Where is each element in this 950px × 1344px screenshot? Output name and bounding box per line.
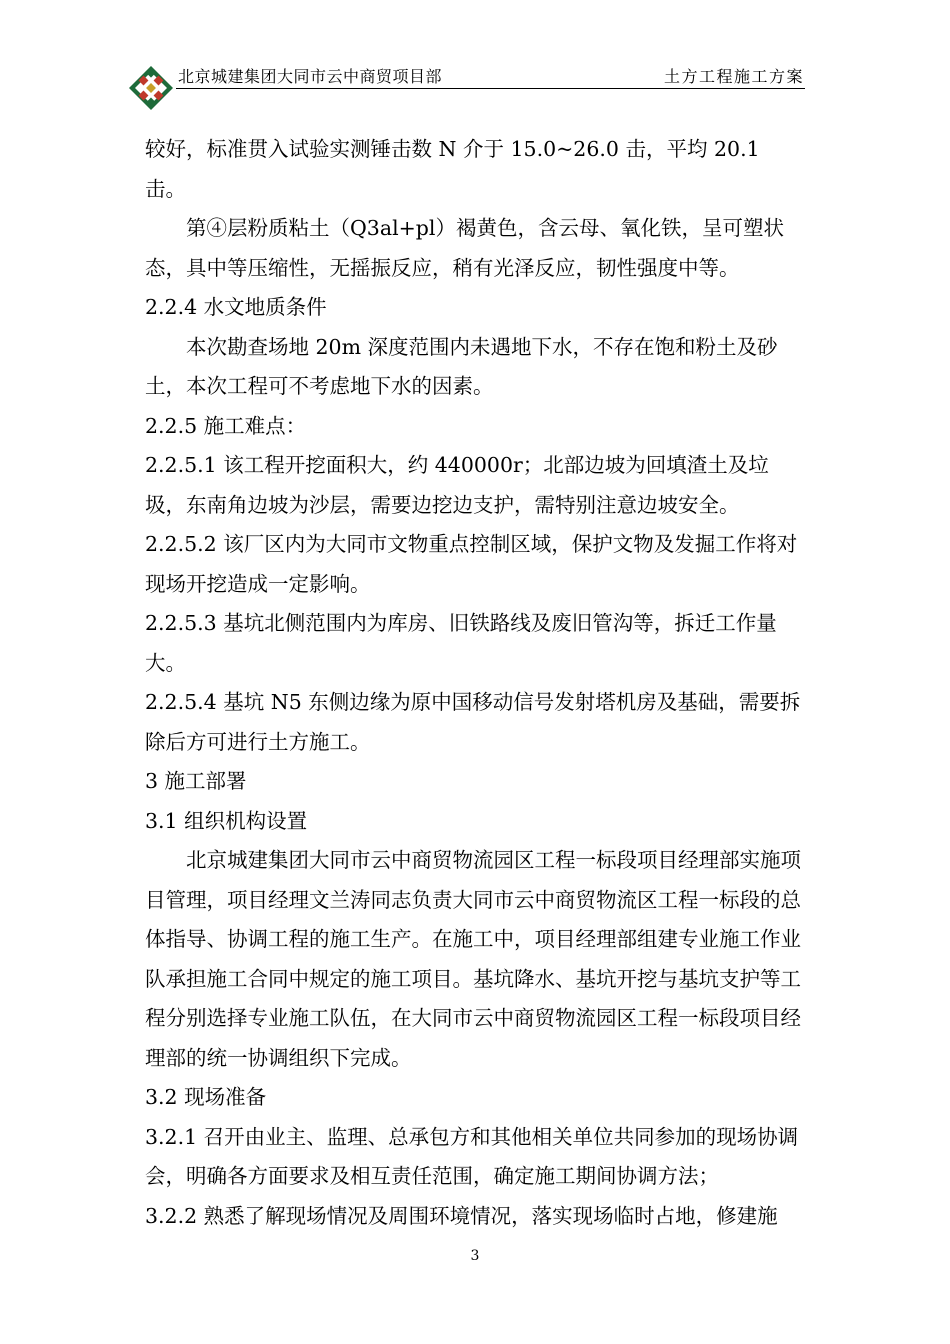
paragraph: 2.2.5.3 基坑北侧范围内为库房、旧铁路线及废旧管沟等，拆迁工作量大。 bbox=[145, 611, 777, 675]
company-diamond-logo-icon bbox=[127, 64, 175, 112]
paragraph: 第④层粉质粘土（Q3al+pl）褐黄色，含云母、氧化铁，呈可塑状态，具中等压缩性，无摇振反应，稍有光泽反应，韧性强度中等。 bbox=[145, 216, 784, 280]
section-heading: 2.2.5 施工难点： bbox=[145, 413, 307, 438]
document-body bbox=[145, 130, 807, 1236]
paragraph: 北京城建集团大同市云中商贸物流园区工程一标段项目经理部实施项目管理，项目经理文兰涛同志负责大同市云中商贸物流区工程一标段的总体指导、协调工程的施工生产。在施工中，项目经理部组建专业施工作业队承担施工合同中规定的施工项目。基坑降水、基坑开挖与基坑支护等工程分别选择专业施工队伍，在大同市云中商贸物流园区工程一标段项目经理部的统一协调组织下完成。 bbox=[145, 848, 801, 1070]
paragraph: 3.2.1 召开由业主、监理、总承包方和其他相关单位共同参加的现场协调会，明确各方面要求及相互责任范围，确定施工期间协调方法； bbox=[145, 1124, 799, 1188]
page-number: 3 bbox=[470, 1248, 480, 1264]
header-document-title: 土方工程施工方案 bbox=[663, 67, 804, 86]
header-company-name: 北京城建集团大同市云中商贸项目部 bbox=[178, 67, 443, 86]
paragraph: 本次勘查场地 20m 深度范围内未遇地下水，不存在饱和粉土及砂土，本次工程可不考虑地下水的因素。 bbox=[145, 334, 778, 398]
paragraph: 较好，标准贯入试验实测锤击数 N 介于 15.0~26.0 击，平均 20.1 击。 bbox=[145, 137, 760, 201]
paragraph: 2.2.5.4 基坑 N5 东侧边缘为原中国移动信号发射塔机房及基础，需要拆除后方可进行土方施工。 bbox=[145, 690, 801, 754]
paragraph: 3.2.2 熟悉了解现场情况及周围环境情况，落实现场临时占地，修建施 bbox=[145, 1203, 778, 1228]
section-heading: 3.1 组织机构设置 bbox=[145, 808, 308, 833]
header-divider bbox=[176, 88, 805, 89]
paragraph: 2.2.5.1 该工程开挖面积大，约 440000r；北部边坡为回填渣土及垃圾，东南角边坡为沙层，需要边挖边支护，需特别注意边坡安全。 bbox=[145, 453, 769, 517]
section-heading: 2.2.4 水文地质条件 bbox=[145, 295, 327, 319]
section-heading: 3 施工部署 bbox=[145, 769, 247, 793]
paragraph: 2.2.5.2 该厂区内为大同市文物重点控制区域，保护文物及发掘工作将对现场开挖造成一定影响。 bbox=[145, 532, 798, 596]
section-heading: 3.2 现场准备 bbox=[145, 1085, 267, 1109]
